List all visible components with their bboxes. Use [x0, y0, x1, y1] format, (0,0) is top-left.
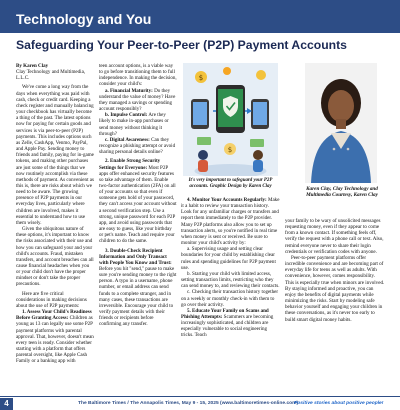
item-heading: 1. Assess Your Child's Readiness Before Granting Access: — [16, 309, 92, 322]
paragraph: Peer-to-peer payment platforms offer incredible convenience and are becoming part of everyday life for teens as well as adults. With convenience, however, comes responsibility. This is especially true when minors are involved. By staying informed and proactive, you can enjoy the benefits of digital payments while minimizing the risks. Start by modeling safe behavior yourself and engaging your children in these conversations, as it's never too early to build smart digital money habits. — [285, 254, 385, 323]
paragraph: your family to be wary of unsolicited messages requesting money, even if they appear to come from a known contact. If something feels off, verify the request with a phone call or text. Also, remind everyone never to share their login credentials or verification codes with anyone. — [285, 218, 384, 255]
list-item: c. Checking their transaction history together on a weekly or monthly check-in with them to go over their activity. — [181, 289, 279, 308]
sub-item-text: Do they understand the value of money? Have they managed a savings or spending account responsibly? — [99, 87, 176, 113]
footer-slogan: Positive stories about positive people! — [294, 401, 384, 406]
list-item: b. Starting your child with limited access, setting transaction limits, restricting who they can send money to, and reviewing their contacts. — [181, 270, 280, 290]
paragraph: We've come a long way from the days when everything was paid with cash, check or credit card. Keeping a check register and manually balancing your checkbook has virtually become a thing of the past. The latest options now for paying for certain goods and services is via peer-to-peer (P2P) payments. This includes options such as Zelle, CashApp, Venmo, PayPal, and Apple Pay. Sending money to friends and family, paying for in-game tokens, and making other purchases are just some of the things that we now routinely accomplish via these methods of payment. As convenient as this is, there are risks about which we need to be aware. The growing presence of P2P payments in our everyday lives, particularly where children are involved, makes it essential to understand how to use them wisely. — [16, 84, 94, 226]
byline-org: Clay Technology and Multimedia, L.L.C. — [16, 69, 86, 82]
item-text: Children as young as 13 can legally use some P2P payment platforms with parental approval. That, however, doesn't mean every teen is ready. Consider whether starting with a platform that offers parental oversight, like Apple Cash Family or a banking app with — [16, 315, 94, 365]
author-photo — [305, 63, 377, 183]
p2p-illustration — [183, 63, 278, 176]
article-column-4 — [285, 218, 385, 393]
paragraph: teen account options, is a viable way to go before transitioning them to full independence. In making the decision, consider your child's: — [99, 63, 177, 88]
item-heading: 3. Double-Check Recipient Information and Only Transact with People You Know and Trust: — [99, 247, 172, 266]
sub-item-text: Can they recognize a phishing attempt or avoid sharing personal details online? — [99, 136, 176, 156]
item-text: Make it a habit to review your transaction history. Look for any unfamiliar charges or transfers and report them immediately to the P2P provider. Many P2P platforms also allow you to set up transaction alerts, so you're notified in real time when money is sent or received. Be sure to monitor your child's activity by: — [181, 197, 280, 247]
section-title: Technology and You — [16, 11, 152, 27]
svg-text:$: $ — [198, 74, 204, 82]
photo-caption: Karen Clay, Clay Technology and Multimedia Courtesy, Karen Clay — [306, 186, 378, 199]
byline-author: By Karen Clay — [16, 63, 49, 69]
item-text: Before you hit "send," pause to make sure you're sending money to the right person. A typo in a username, phone number, or email address can send funds to a complete stranger, and in many cases, these transactions are irreversible. Encourage your child to verify payment details with their friends or recipients before confirming any transfer. — [99, 266, 177, 328]
article-headline: Safeguarding Your Peer-to-Peer (P2P) Payment Accounts — [16, 38, 347, 52]
svg-text:$: $ — [227, 146, 233, 154]
p2p-graphic — [183, 63, 278, 176]
illustration-caption: It's very important to safeguard your P2P accounts. Graphic Design by Karen Clay — [188, 178, 273, 189]
list-item: a. Supervising usage and setting clear boundaries for your child by establishing clear rules and spending guidelines for P2P payment use. — [181, 246, 276, 271]
footer-divider — [0, 396, 400, 397]
author-portrait — [305, 63, 377, 183]
sub-item-text: Are they likely to make in-app purchases or send money without thinking it through? — [99, 112, 169, 137]
article-column-1 — [16, 63, 94, 393]
paragraph: Given the ubiquitous nature of these options, it's important to know the risks associated with their use and how you can safeguard your and your child's accounts. Fraud, mistaken transfers, and account breaches can all cause financial headaches when you or your child don't have the proper mindset or don't take the proper precautions. — [16, 226, 94, 288]
item-text: Most P2P apps offer enhanced security features so take advantage of them. Enable two-factor authentication (2FA) on all of your accounts so that even if someone gets hold of your password, they can't access your account without a second verification step. Use a strong, unique password for each P2P app, and avoid using passwords that are easy to guess, like your birthday or pet's name. Teach and require your children to do the same. — [99, 164, 177, 245]
sub-item-heading: c. Digital Awareness: — [105, 136, 150, 143]
page-number: 4 — [0, 398, 13, 410]
sub-item-heading: a. Financial Maturity: — [105, 87, 153, 94]
item-text: Scammers are becoming increasingly sophisticated, and children are especially vulnerable to social engineering tricks. Teach — [181, 313, 274, 339]
item-heading: 4. Monitor Your Accounts Regularly: — [187, 197, 267, 203]
sub-item-heading: b. Impulse Control: — [105, 112, 148, 119]
item-heading: 2. Enable Strong Security Settings for Everyone: — [99, 158, 161, 171]
item-heading: 5. Educate Your Family on Scams and Phishing Attempts: — [181, 307, 269, 320]
article-column-3 — [181, 197, 280, 393]
article-column-2 — [99, 63, 177, 393]
paragraph: Here are five critical considerations in making decisions about the use of P2P payments: — [16, 290, 87, 309]
footer-publication: The Baltimore Times / The Annapolis Times, May 9 - 15, 2025 (www.baltimoretimes-online.com) — [78, 401, 299, 406]
